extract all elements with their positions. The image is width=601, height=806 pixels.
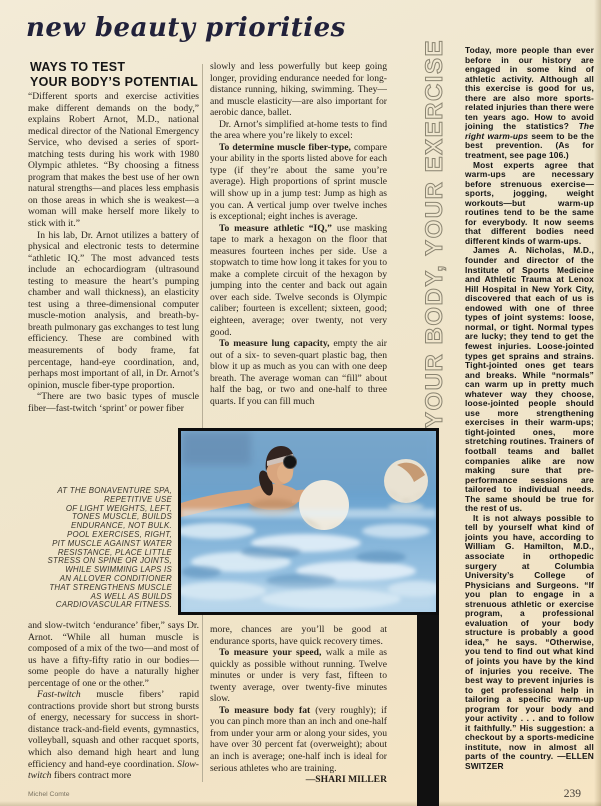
body-column-2-bottom: more, chances are you’ll be good at endurance sports, have quick recovery times. To measure your speed, walk a mile as quickly as possible without running. Twelve minutes or under is very fast, fifteen to twenty average, over twenty-five minutes slow. To measure body fat (very roughly); if you can pinch more than an inch and one-half from under your arm or along your sides, you have over 30 percent fat (overweight); about an inch is average; one-half inch is ideal for serious athletes who are training. —SHARI MILLER: [210, 624, 387, 786]
black-divider-bar: [417, 604, 439, 806]
brand-script-title: new beauty priorities: [26, 13, 346, 43]
page-edge-shading-bottom: [0, 801, 601, 806]
article-headline: [30, 60, 198, 89]
page-edge-shading-right: [594, 0, 601, 806]
page-number: 239: [563, 788, 581, 800]
exercise-ball-near: [299, 480, 349, 530]
pool-photo: [178, 428, 439, 615]
headline-line-1: WAYS TO TEST: [30, 60, 126, 74]
pool-photo-illustration: [181, 431, 436, 612]
body-column-1-bottom: and slow-twitch ‘endurance’ fiber,” says Dr. Arnot. “While all human muscle is composed of a mix of the two—and most of us have a fifty-fifty ratio in our bodies—some people do have a naturally higher percentage of one or the other.” Fast-twitch muscle fibers’ rapid contractions provide short but strong bursts of energy, necessary for success in short-distance track-and-field events, gymnastics, volleyball, squash and other racquet sports, which also demand high heart and lung efficiency and hand-eye coordination. Slow-twitch fibers contract more: [28, 620, 199, 782]
vertical-section-title: YOUR BODY, YOUR EXERCISE: [421, 39, 448, 428]
headline-line-2: YOUR BODY’S POTENTIAL: [30, 74, 199, 89]
sidebar-article-column: Today, more people than ever before in our history are engaged in some kind of athletic activity. Although all this exercise is good for us, there are also more sports-related injuries than there were ten years ago. How to avoid joining the statistics? The right warm-ups seem to be the best prevention. (As for treatment, see page 106.) Most experts agree that warm-ups are necessary before strenuous exercise—sports, jogging, weight workouts—but warm-up routines tend to be the same for everybody. It now seems that different bodies need different kinds of warm-ups. James A. Nicholas, M.D., founder and director of the Institute of Sports Medicine and Athletic Trauma at Lenox Hill Hospital in New York City, discovered that each of us is endowed with one of three types of joint systems: loose, normal, or tight. Normal types are lucky; they tend to get the fewest injuries. Loose-jointed types get sprains and strains. Tight-jointed ones get tears and breaks. While “normals” can warm up in pretty much whatever way they choose, loose-jointed people should use more strengthening exercises in their warm-ups; tight-jointed ones, more stretching routines. Trainers of football teams and ballet companies alike are now making sure that pre-performance sessions are tailored to individual needs. The same should be true for the rest of us. It is not always possible to tell by yourself what kind of joints you have, according to William G. Hamilton, M.D., associate in orthopedic surgery at Columbia University’s College of Physicians and Surgeons. “If you plan to engage in a strenuous athletic or exercise program, a professional evaluation of your body structure is probably a good idea,” he says. “Otherwise, you tend to find out what kind of joints you have by the kind of injuries you receive. The best way to prevent injuries is to get professional help in tailoring a specific warm-up program for your body and your activity . . . and to follow it faithfully.” His suggestion: a checkout by a sports-medicine institute, now in almost all parts of the country. —ELLEN SWITZER: [465, 46, 594, 772]
column-divider-rule: [202, 64, 203, 782]
body-column-1-top: “Different sports and exercise activities make different demands on the body,” explains Robert Arnot, M.D., national medical director of the National Emergency Service, who devised a series of sport-matching tests during his work with 1980 Olympic athletes. “By choosing a fitness program that makes the best use of her own natural strengths—and places less emphasis on those areas in which she is weakest—a woman will make herself more likely to stick with it.” In his lab, Dr. Arnot utilizes a battery of physical and electronic tests to determine “athletic IQ.” The most advanced tests include an echocardiogram (ultrasound testing to measure the heart’s pumping chamber and wall thickness), an elasticity test using a three-dimensional computer muscle-motion analysis, and breath-by-breath pulmonary gas exchanges to test lung efficiency. These are combined with measurements of body frame, fat percentage, hand-eye coordination, and, perhaps most important of all, in Dr. Arnot’s opinion, muscle fiber-type proportion. “There are two basic types of muscle fiber—fast-twitch ‘sprint’ or power fiber: [28, 91, 199, 414]
photo-caption: AT THE BONAVENTURE SPA, REPETITIVE USE OF LIGHT WEIGHTS, LEFT, TONES MUSCLE, BUILDS ENDURANCE, NOT BULK. POOL EXERCISES, RIGHT, PIT MUSCLE AGAINST WATER RESISTANCE, PLACE LITTLE STRESS ON SPINE OR JOINTS, WHILE SWIMMING LAPS IS AN ALLOVER CONDITIONER THAT STRENGTHENS MUSCLE AS WELL AS BUILDS CARDIOVASCULAR FITNESS.: [47, 486, 172, 610]
photo-credit: Michel Comte: [28, 791, 70, 798]
body-column-2-top: slowly and less powerfully but keep going longer, providing endurance needed for long-distance running, hiking, swimming. They—and muscle elasticity—are also important for aerobic dance, ballet. Dr. Arnot’s simplified at-home tests to find the area where you’re likely to excel: To determine muscle fiber-type, compare your ability in the sports listed above for each type (if they’re about the same you’re average). High proportions of sprint muscle will show up in a jump test: Jump as high as you can. A vertical jump over twelve inches is exceptional; eight inches is average. To measure athletic “IQ,” use masking tape to mark a hexagon on the floor that measures fourteen inches per side. Use a stopwatch to time how long it takes for you to make a complete circuit of the hexagon by jumping into the center and back out again over each side. Twelve seconds is Olympic caliber; fourteen is excellent; sixteen, good; eighteen, average; over twenty, not very good. To measure lung capacity, empty the air out of a six- to seven-quart plastic bag, then blow it up as much as you can with one deep breath. The average woman can “fill” about half the bag, or two and one-half to three quarts. If you can fill much: [210, 61, 387, 407]
